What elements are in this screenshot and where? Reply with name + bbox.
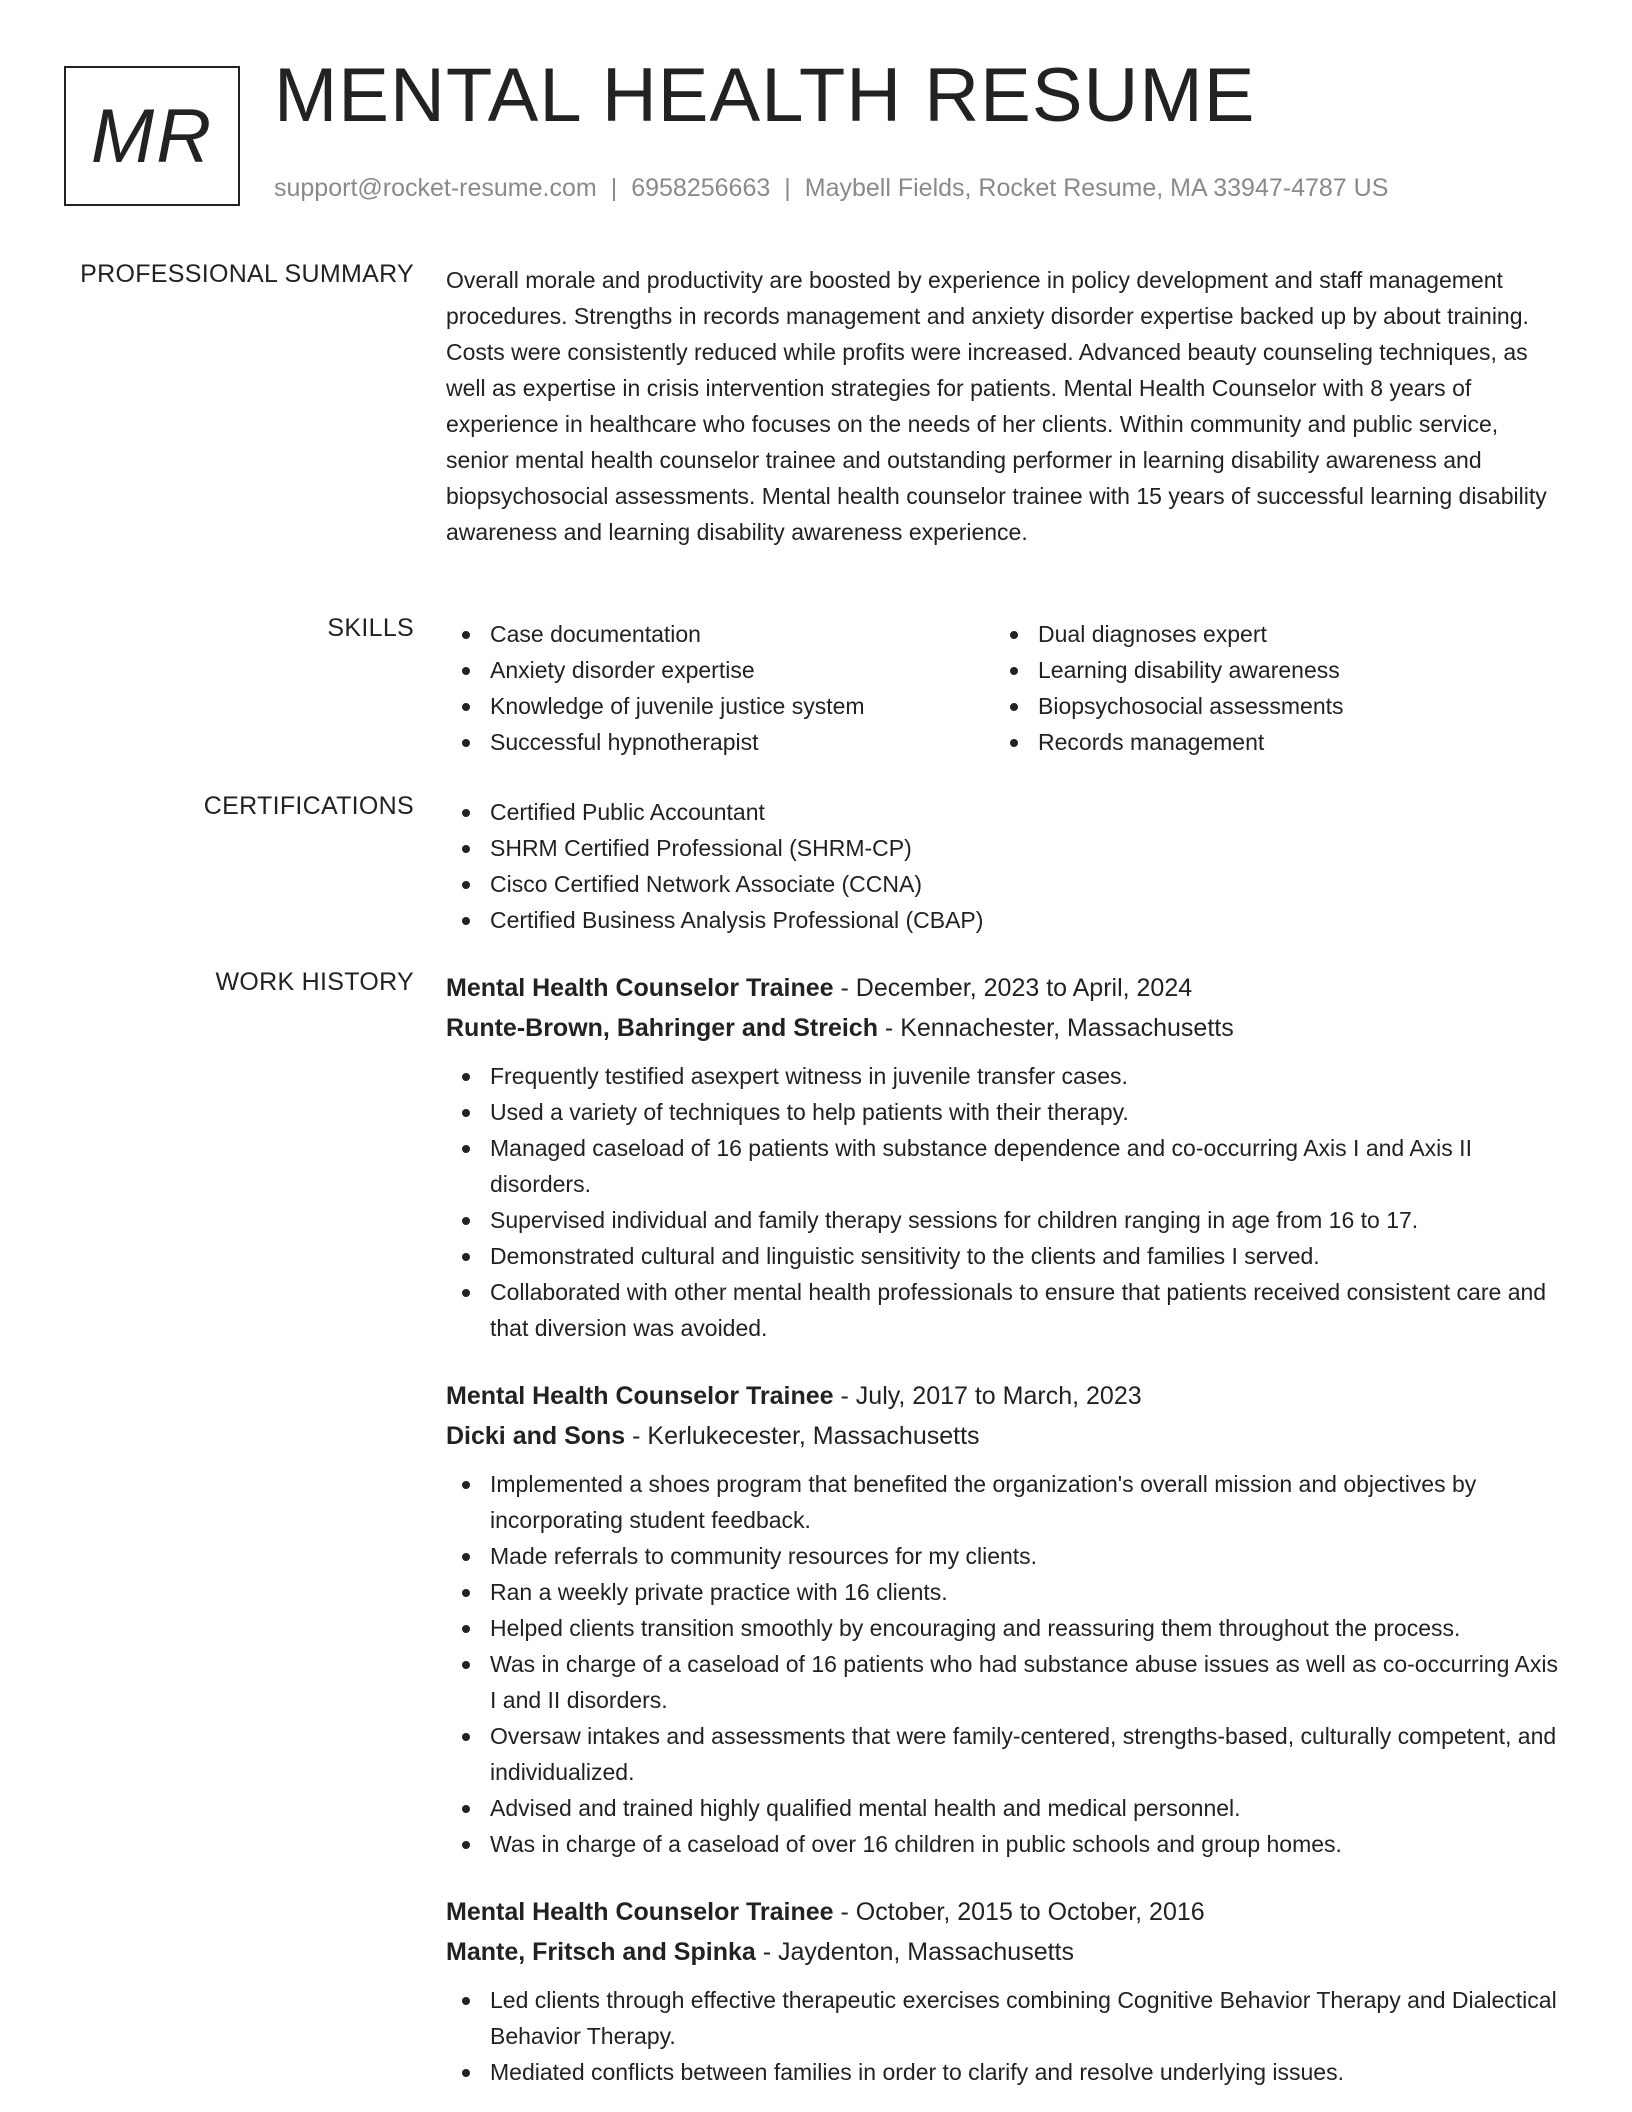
skill-item: Dual diagnoses expert <box>994 616 1542 652</box>
skill-item: Knowledge of juvenile justice system <box>446 688 994 724</box>
job-entry <box>446 968 1566 1346</box>
job-bullets <box>446 1058 1566 1346</box>
contact-line <box>274 174 1388 203</box>
job-company: Mante, Fritsch and Spinka <box>446 1938 756 1966</box>
job-title: Mental Health Counselor Trainee <box>446 1382 834 1410</box>
monogram-initials: MR <box>90 93 214 179</box>
job-bullet: Frequently testified asexpert witness in juvenile transfer cases. <box>446 1058 1566 1094</box>
job-location: - Kerlukecester, Massachusetts <box>625 1422 980 1450</box>
skills-grid <box>446 616 1566 760</box>
skill-item: Case documentation <box>446 616 994 652</box>
resume-title: MENTAL HEALTH RESUME <box>274 53 1256 138</box>
job-location: - Kennachester, Massachusetts <box>877 1014 1234 1042</box>
job-dates: - October, 2015 to October, 2016 <box>833 1898 1205 1926</box>
summary-body <box>446 260 1566 550</box>
contact-address: Maybell Fields, Rocket Resume, MA 33947-4787 US <box>804 174 1389 202</box>
job-company-line <box>446 1932 1566 1972</box>
job-bullet: Demonstrated cultural and linguistic sensitivity to the clients and families I served. <box>446 1238 1566 1274</box>
job-title-line <box>446 1376 1566 1416</box>
job-title-line <box>446 1892 1566 1932</box>
contact-separator: | <box>784 174 791 202</box>
job-company-line <box>446 1008 1566 1048</box>
skill-item: Anxiety disorder expertise <box>446 652 994 688</box>
job-dates: - July, 2017 to March, 2023 <box>833 1382 1142 1410</box>
skill-item: Successful hypnotherapist <box>446 724 994 760</box>
summary-text: Overall morale and productivity are boosted by experience in policy development and staff management procedures. Strengths in records management and anxiety disorder expertise backed up by about training. Costs were consistently reduced while profits were increased. Advanced beauty counseling techniques, as well as expertise in crisis intervention strategies for patients. Mental Health Counselor with 8 years of experience in healthcare who focuses on the needs of her clients. Within community and public service, senior mental health counselor trainee and outstanding performer in learning disability awareness and biopsychosocial assessments. Mental health counselor trainee with 15 years of successful learning disability awareness and learning disability awareness experience. <box>446 267 1547 545</box>
job-bullet: Led clients through effective therapeutic exercises combining Cognitive Behavior Therapy and Dialectical Behavior Therapy. <box>446 1982 1566 2054</box>
skill-item: Learning disability awareness <box>994 652 1542 688</box>
job-bullet: Oversaw intakes and assessments that were family-centered, strengths-based, culturally competent, and individualized. <box>446 1718 1566 1790</box>
job-bullet: Collaborated with other mental health professionals to ensure that patients received consistent care and that diversion was avoided. <box>446 1274 1566 1346</box>
job-bullet: Supervised individual and family therapy sessions for children ranging in age from 16 to 17. <box>446 1202 1566 1238</box>
job-bullet: Was in charge of a caseload of over 16 children in public schools and group homes. <box>446 1826 1566 1862</box>
job-bullet: Was in charge of a caseload of 16 patients who had substance abuse issues as well as co-occurring Axis I and II disorders. <box>446 1646 1566 1718</box>
skill-item: Records management <box>994 724 1542 760</box>
job-bullet: Used a variety of techniques to help patients with their therapy. <box>446 1094 1566 1130</box>
job-company: Dicki and Sons <box>446 1422 626 1450</box>
job-bullet: Managed caseload of 16 patients with substance dependence and co-occurring Axis I and Axis II disorders. <box>446 1130 1566 1202</box>
work-history-body <box>446 968 1566 2112</box>
skills-label: SKILLS <box>327 614 414 642</box>
contact-separator: | <box>610 174 618 202</box>
job-bullet: Mediated conflicts between families in order to clarify and resolve underlying issues. <box>446 2054 1566 2090</box>
monogram-box <box>64 66 240 206</box>
job-bullet: Advised and trained highly qualified mental health and medical personnel. <box>446 1790 1566 1826</box>
skills-body <box>446 614 1566 760</box>
job-entry <box>446 1376 1566 1862</box>
work-history-label: WORK HISTORY <box>215 968 414 996</box>
job-bullet: Made referrals to community resources for my clients. <box>446 1538 1566 1574</box>
certifications-list <box>446 794 1566 938</box>
job-location: - Jaydenton, Massachusetts <box>755 1938 1074 1966</box>
certification-item: Certified Public Accountant <box>446 794 1566 830</box>
job-title-line <box>446 968 1566 1008</box>
job-company-line <box>446 1416 1566 1456</box>
certification-item: SHRM Certified Professional (SHRM-CP) <box>446 830 1566 866</box>
job-bullet: Ran a weekly private practice with 16 clients. <box>446 1574 1566 1610</box>
job-company: Runte-Brown, Bahringer and Streich <box>446 1014 878 1042</box>
certifications-label: CERTIFICATIONS <box>203 792 414 820</box>
job-title: Mental Health Counselor Trainee <box>446 1898 834 1926</box>
skill-item: Biopsychosocial assessments <box>994 688 1542 724</box>
certification-item: Certified Business Analysis Professional (CBAP) <box>446 902 1566 938</box>
job-bullets <box>446 1982 1566 2090</box>
job-bullet: Helped clients transition smoothly by encouraging and reassuring them throughout the process. <box>446 1610 1566 1646</box>
contact-phone: 6958256663 <box>631 174 771 202</box>
job-title: Mental Health Counselor Trainee <box>446 974 834 1002</box>
certifications-body <box>446 792 1566 938</box>
job-entry <box>446 1892 1566 2090</box>
summary-label: PROFESSIONAL SUMMARY <box>80 260 414 288</box>
job-bullets <box>446 1466 1566 1862</box>
job-dates: - December, 2023 to April, 2024 <box>833 974 1193 1002</box>
skills-right-list <box>994 616 1542 760</box>
contact-email: support@rocket-resume.com <box>274 174 597 202</box>
certification-item: Cisco Certified Network Associate (CCNA) <box>446 866 1566 902</box>
skills-left-list <box>446 616 994 760</box>
job-bullet: Implemented a shoes program that benefited the organization's overall mission and objectives by incorporating student feedback. <box>446 1466 1566 1538</box>
